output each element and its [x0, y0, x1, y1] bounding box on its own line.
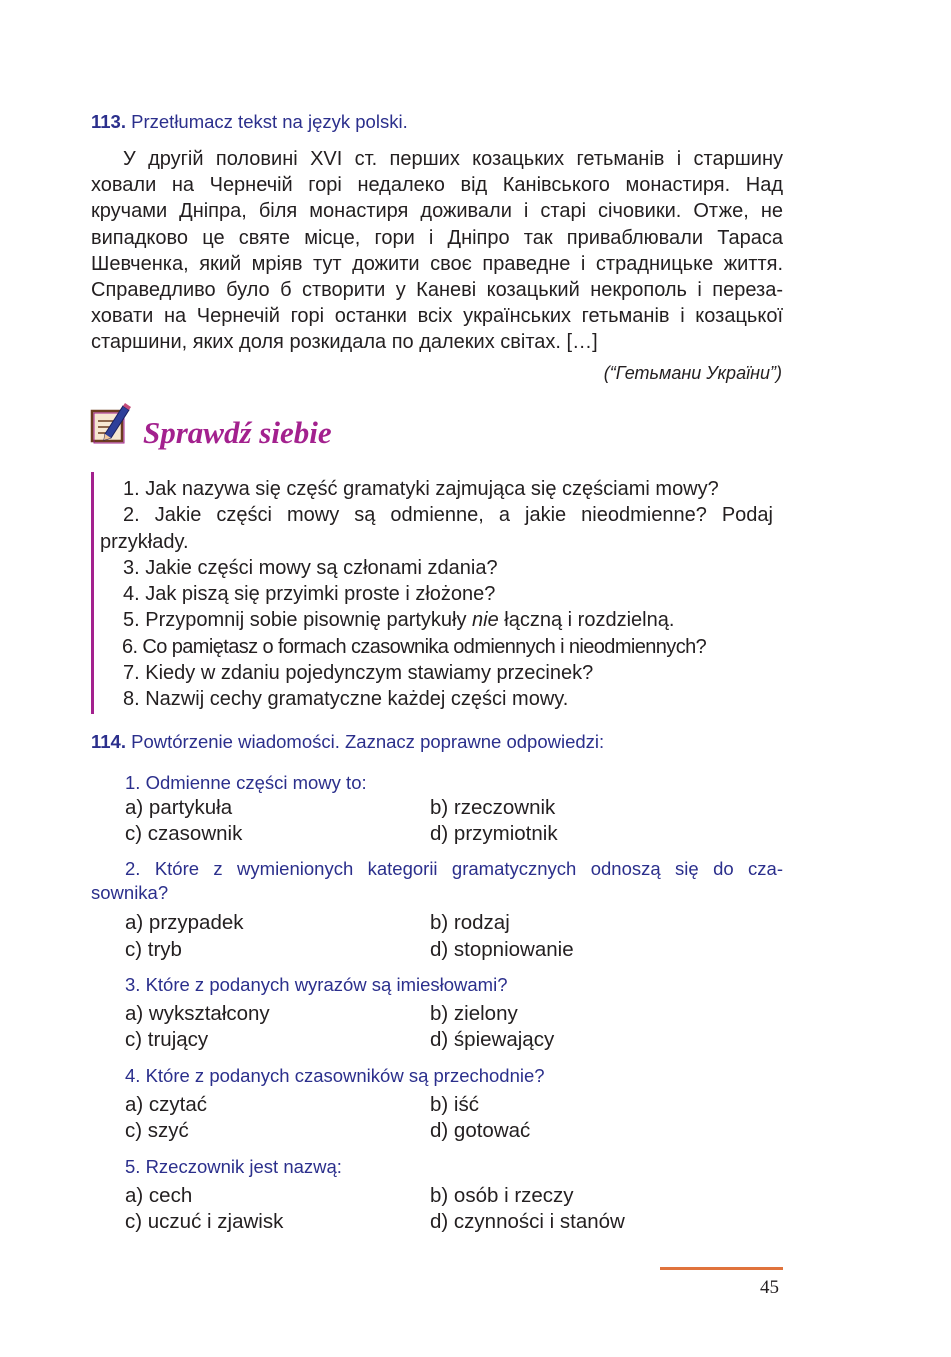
- review-question: 4. Jak piszą się przyimki proste i złożone?: [123, 583, 496, 606]
- quiz-question: 5. Rzeczownik jest nazwą:: [125, 1156, 342, 1177]
- review-question: 2. Jakie części mowy są odmienne, a jakie nieodmienne? Podaj: [123, 504, 773, 527]
- paragraph-line: Справедливо було б створити у Каневі козацький некрополь і переза-: [91, 278, 783, 301]
- paragraph-line: Шевченка, який мріяв тут дожити своє праведне і страдницьке життя.: [91, 252, 783, 275]
- review-question: 7. Kiedy w zdaniu pojedynczym stawiamy przecinek?: [123, 662, 594, 685]
- page-number-rule: [660, 1267, 783, 1270]
- question-text: 5. Przypomnij sobie pisownię partykuły: [123, 609, 473, 632]
- paragraph-line: ховали на Чернечій горі недалеко від Канівського монастиря. Над: [91, 174, 783, 197]
- review-questions-list: [100, 476, 773, 713]
- pencil-notepad-icon: [89, 402, 133, 446]
- review-question: 1. Jak nazywa się część gramatyki zajmująca się częściami mowy?: [123, 478, 719, 500]
- quiz-question: 1. Odmienne części mowy to:: [125, 772, 367, 793]
- answer-option[interactable]: d) czynności i stanów: [430, 1210, 625, 1233]
- exercise-instruction: Przetłumacz tekst na język polski.: [131, 111, 408, 132]
- exercise-113-heading: [91, 111, 408, 133]
- emphasized-word: nie: [472, 609, 499, 632]
- answer-option[interactable]: d) stopniowanie: [430, 938, 574, 961]
- answer-option[interactable]: a) czytać: [125, 1093, 208, 1116]
- review-question: 6. Co pamiętasz o formach czasownika odmiennych i nieodmiennych?: [122, 635, 707, 658]
- answer-option[interactable]: b) rzeczownik: [430, 796, 556, 819]
- text-source: (“Гетьмани України”): [603, 363, 782, 383]
- paragraph-line: кручами Дніпра, біля монастиря доживали і старі січовики. Отже, не: [91, 200, 783, 223]
- answer-option[interactable]: c) czasownik: [125, 822, 243, 845]
- ukrainian-text-paragraph: [91, 146, 783, 356]
- exercise-instruction: Powtórzenie wiadomości. Zaznacz poprawne odpowiedzi:: [131, 731, 605, 752]
- answer-option[interactable]: d) gotować: [430, 1119, 531, 1142]
- review-question-continuation: przykłady.: [100, 530, 189, 553]
- section-title: Sprawdź siebie: [143, 415, 332, 450]
- answer-option[interactable]: a) przypadek: [125, 911, 244, 934]
- answer-option[interactable]: a) partykuła: [125, 796, 233, 819]
- answer-option[interactable]: a) cech: [125, 1184, 193, 1207]
- answer-option[interactable]: a) wykształcony: [125, 1002, 270, 1025]
- answer-option[interactable]: c) szyć: [125, 1119, 189, 1142]
- paragraph-line: У другій половині XVI ст. перших козацьких гетьманів і старшину: [123, 148, 783, 170]
- paragraph-line: ховати на Чернечій горі останки всіх українських гетьманів і козацької: [91, 305, 783, 328]
- exercise-number: 113.: [91, 111, 126, 132]
- quiz-question-continuation: sownika?: [91, 882, 169, 903]
- answer-option[interactable]: b) rodzaj: [430, 911, 510, 934]
- answer-option[interactable]: c) tryb: [125, 938, 182, 961]
- paragraph-line: старшини, яких доля розкидала по далеких світах. […]: [91, 331, 598, 354]
- review-question: 8. Nazwij cechy gramatyczne każdej części mowy.: [123, 688, 569, 711]
- exercise-114-heading: [91, 731, 604, 753]
- paragraph-line: випадково це святе місце, гори і Дніпро так приваблювали Тараса: [91, 226, 783, 249]
- answer-option[interactable]: b) iść: [430, 1093, 479, 1116]
- review-question: 3. Jakie części mowy są członami zdania?: [123, 556, 498, 579]
- quiz-question: 2. Które z wymienionych kategorii gramatycznych odnoszą się do cza-: [125, 858, 783, 879]
- question-text: łączną i rozdzielną.: [498, 609, 675, 632]
- answer-option[interactable]: c) trujący: [125, 1028, 209, 1051]
- answer-option[interactable]: b) osób i rzeczy: [430, 1184, 574, 1207]
- quiz-question: 3. Które z podanych wyrazów są imiesłowami?: [125, 974, 508, 995]
- answer-option[interactable]: b) zielony: [430, 1002, 518, 1025]
- section-vertical-bar: [91, 472, 94, 714]
- review-question: [100, 607, 773, 633]
- answer-option[interactable]: d) przymiotnik: [430, 822, 558, 845]
- exercise-number: 114.: [91, 731, 126, 752]
- quiz-question: 4. Które z podanych czasowników są przechodnie?: [125, 1065, 545, 1086]
- answer-option[interactable]: d) śpiewający: [430, 1028, 555, 1051]
- answer-option[interactable]: c) uczuć i zjawisk: [125, 1210, 284, 1233]
- page-number: 45: [760, 1277, 779, 1298]
